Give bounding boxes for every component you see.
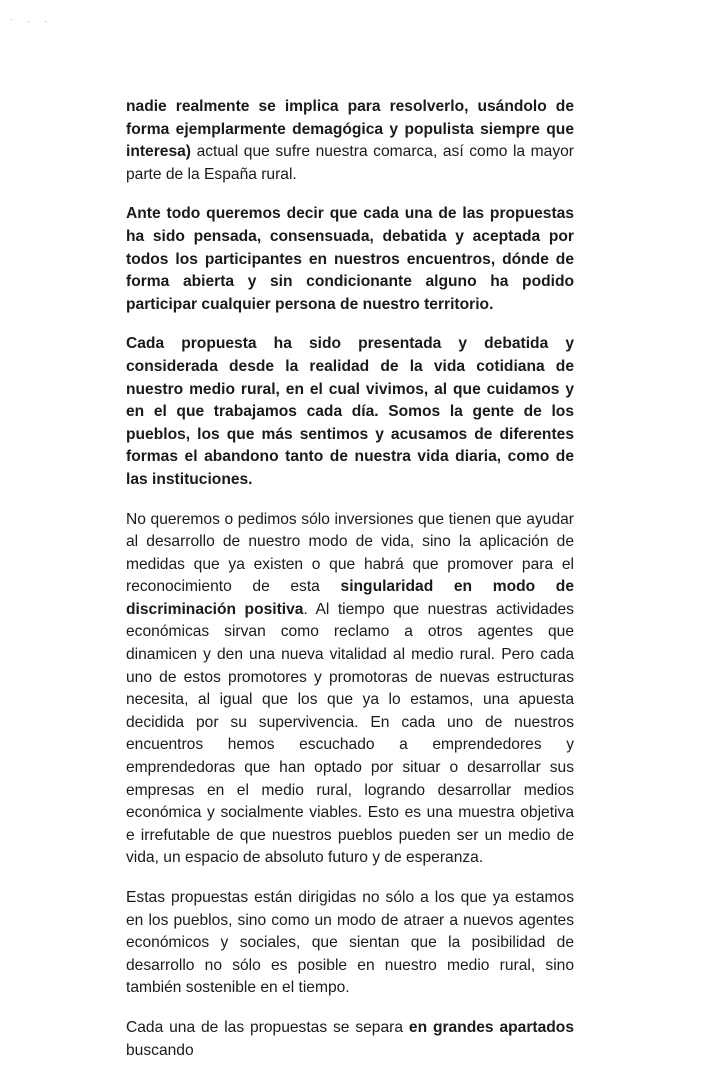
paragraph-1-rest: actual que sufre nuestra comarca, así como la mayor parte de la España rural. <box>126 143 574 183</box>
paragraph-1 <box>126 96 574 186</box>
paragraph-2: Ante todo queremos decir que cada una de las propuestas ha sido pensada, consensuada, debatida y aceptada por todos los participantes en nuestros encuentros, dónde de forma abierta y sin condicionante alguno ha podido participar cualquier persona de nuestro territorio. <box>126 205 574 313</box>
paragraph-6-bold: en grandes apartados <box>408 1018 574 1036</box>
paragraph-5: Estas propuestas están dirigidas no sólo a los que ya estamos en los pueblos, sino como un modo de atraer a nuevos agentes económicos y sociales, que sientan que la posibilidad de desarrollo no sólo es posible en nuestro medio rural, sino también sostenible en el tiempo. <box>126 889 574 997</box>
paragraph-6-after: buscando <box>126 1041 194 1059</box>
paragraph-6-before: Cada una de las propuestas se separa <box>126 1018 409 1036</box>
paragraph-4 <box>126 509 574 871</box>
paragraph-3: Cada propuesta ha sido presentada y debatida y considerada desde la realidad de la vida cotidiana de nuestro medio rural, en el cual vivimos, al que cuidamos y en el que trabajamos cada día. Somos la gente de los pueblos, los que más sentimos y acusamos de diferentes formas el abandono tanto de nuestra vida diaria, como de las instituciones. <box>126 335 574 488</box>
paragraph-4-after: . Al tiempo que nuestras actividades económicas sirvan como reclamo a otros agentes que dinamicen y den una nueva vitalidad al medio rural. Pero cada uno de estos promotores y promotoras de nuevas estructuras necesita, al igual que los que ya lo estamos, una apuesta decidida por su supervivencia. En cada uno de nuestros encuentros hemos escuchado a emprendedores y emprendedoras que han optado por situar o desarrollar sus empresas en el medio rural, logrando desarrollar medios económica y socialmente viables. Esto es una muestra objetiva e irrefutable de que nuestros pueblos pueden ser un medio de vida, un espacio de absoluto futuro y de esperanza. <box>126 600 574 867</box>
paragraph-1-bold: nadie realmente se implica para resolverlo, usándolo de forma ejemplarmente demagógica y populista siempre que interesa) <box>126 98 574 161</box>
paragraph-4-before: No queremos o pedimos sólo inversiones que tienen que ayudar al desarrollo de nuestro modo de vida, sino la aplicación de medidas que ya existen o que habrá que promover para el reconocimiento de esta <box>126 510 574 596</box>
scan-marks: · . . <box>10 14 53 24</box>
paragraph-6 <box>126 1017 574 1062</box>
document-body <box>126 96 574 1079</box>
paragraph-4-bold: singularidad en modo de discriminación positiva <box>126 578 575 618</box>
